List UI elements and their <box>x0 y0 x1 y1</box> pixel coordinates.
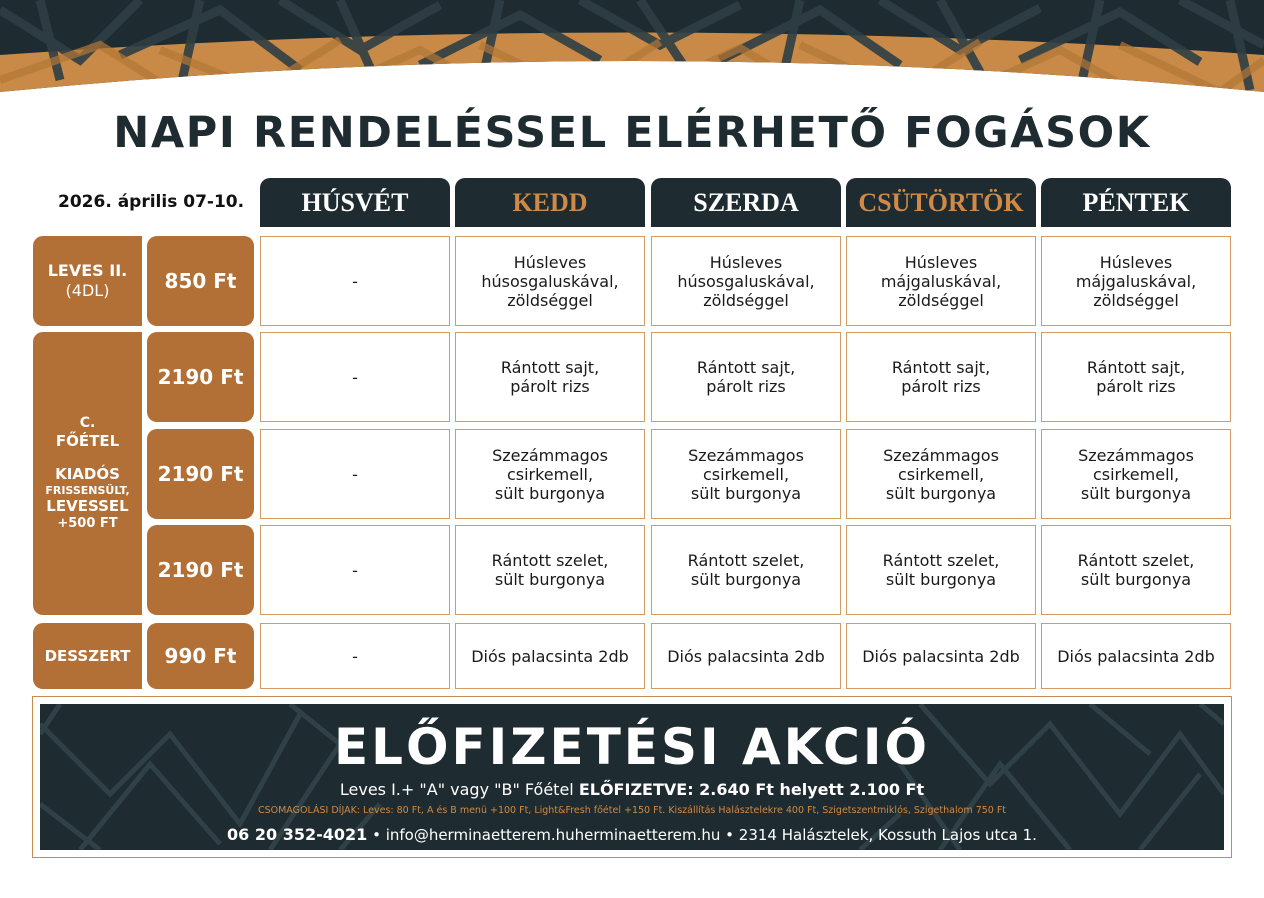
menu-cell: Diós palacsinta 2db <box>455 623 645 689</box>
phone-number: 06 20 352-4021 <box>227 825 368 844</box>
menu-cell: Rántott szelet, sült burgonya <box>1041 525 1231 615</box>
category-main-c: C. <box>79 414 96 431</box>
category-main-levessel: LEVESSEL <box>46 497 129 516</box>
promo-title: ELŐFIZETÉSI AKCIÓ <box>334 718 930 776</box>
day-header-pentek: PÉNTEK <box>1041 178 1231 227</box>
packaging-fees: CSOMAGOLÁSI DÍJAK: Leves: 80 Ft, A és B menü +100 Ft, Light&Fresh főétel +150 Ft. Kiszállítás Halásztelekre 400 Ft, Szigetszentmiklós, Szigethalom 750 Ft <box>257 805 1007 816</box>
menu-cell: Rántott szelet, sült burgonya <box>651 525 841 615</box>
menu-cell: Diós palacsinta 2db <box>651 623 841 689</box>
menu-cell: Húsleves májgaluskával, zöldséggel <box>846 236 1036 326</box>
category-main-kiados: KIADÓS <box>55 464 120 483</box>
category-soup-size: (4DL) <box>65 281 110 300</box>
menu-cell: Rántott sajt, párolt rizs <box>846 332 1036 422</box>
menu-cell: Húsleves húsosgaluskával, zöldséggel <box>455 236 645 326</box>
date-range: 2026. április 07-10. <box>58 192 245 212</box>
category-main-frissensult: FRISSENSÜLT, <box>45 483 130 497</box>
menu-cell: - <box>260 623 450 689</box>
menu-cell: Rántott sajt, párolt rizs <box>455 332 645 422</box>
day-header-kedd: KEDD <box>455 178 645 227</box>
price-main-3: 2190 Ft <box>147 525 254 615</box>
category-soup-title: LEVES II. <box>47 261 128 280</box>
menu-cell: - <box>260 429 450 519</box>
day-header-csutortok: CSÜTÖRTÖK <box>846 178 1036 227</box>
menu-cell: Rántott szelet, sült burgonya <box>455 525 645 615</box>
price-main-1: 2190 Ft <box>147 332 254 422</box>
promo-offer-prefix: Leves I.+ "A" vagy "B" Főétel <box>339 780 574 799</box>
header-decoration <box>0 0 1264 100</box>
price-soup: 850 Ft <box>147 236 254 326</box>
day-header-szerda: SZERDA <box>651 178 841 227</box>
price-dessert: 990 Ft <box>147 623 254 689</box>
menu-cell: - <box>260 236 450 326</box>
promo-offer <box>0 780 1264 799</box>
day-header-husvet: HÚSVÉT <box>260 178 450 227</box>
category-main <box>33 332 142 615</box>
menu-cell: - <box>260 525 450 615</box>
category-main-extra: +500 FT <box>57 516 118 532</box>
menu-cell: Rántott szelet, sült burgonya <box>846 525 1036 615</box>
menu-cell: Szezámmagos csirkemell, sült burgonya <box>455 429 645 519</box>
menu-cell: Szezámmagos csirkemell, sült burgonya <box>1041 429 1231 519</box>
category-soup <box>33 236 142 326</box>
promo-offer-price: ELŐFIZETVE: 2.640 Ft helyett 2.100 Ft <box>578 780 925 799</box>
category-dessert <box>33 623 142 689</box>
menu-cell: Diós palacsinta 2db <box>1041 623 1231 689</box>
menu-cell: - <box>260 332 450 422</box>
menu-cell: Rántott sajt, párolt rizs <box>651 332 841 422</box>
category-main-title: FŐÉTEL <box>55 432 120 451</box>
contact-info <box>0 825 1264 844</box>
contact-details: • info@herminaetterem.huherminaetterem.hu • 2314 Halásztelek, Kossuth Lajos utca 1. <box>372 826 1037 844</box>
page-title: NAPI RENDELÉSSEL ELÉRHETŐ FOGÁSOK <box>113 108 1151 158</box>
menu-cell: Szezámmagos csirkemell, sült burgonya <box>846 429 1036 519</box>
menu-cell: Diós palacsinta 2db <box>846 623 1036 689</box>
menu-cell: Rántott sajt, párolt rizs <box>1041 332 1231 422</box>
menu-cell: Húsleves húsosgaluskával, zöldséggel <box>651 236 841 326</box>
price-main-2: 2190 Ft <box>147 429 254 519</box>
menu-cell: Szezámmagos csirkemell, sült burgonya <box>651 429 841 519</box>
category-dessert-title: DESSZERT <box>44 646 131 665</box>
menu-cell: Húsleves májgaluskával, zöldséggel <box>1041 236 1231 326</box>
